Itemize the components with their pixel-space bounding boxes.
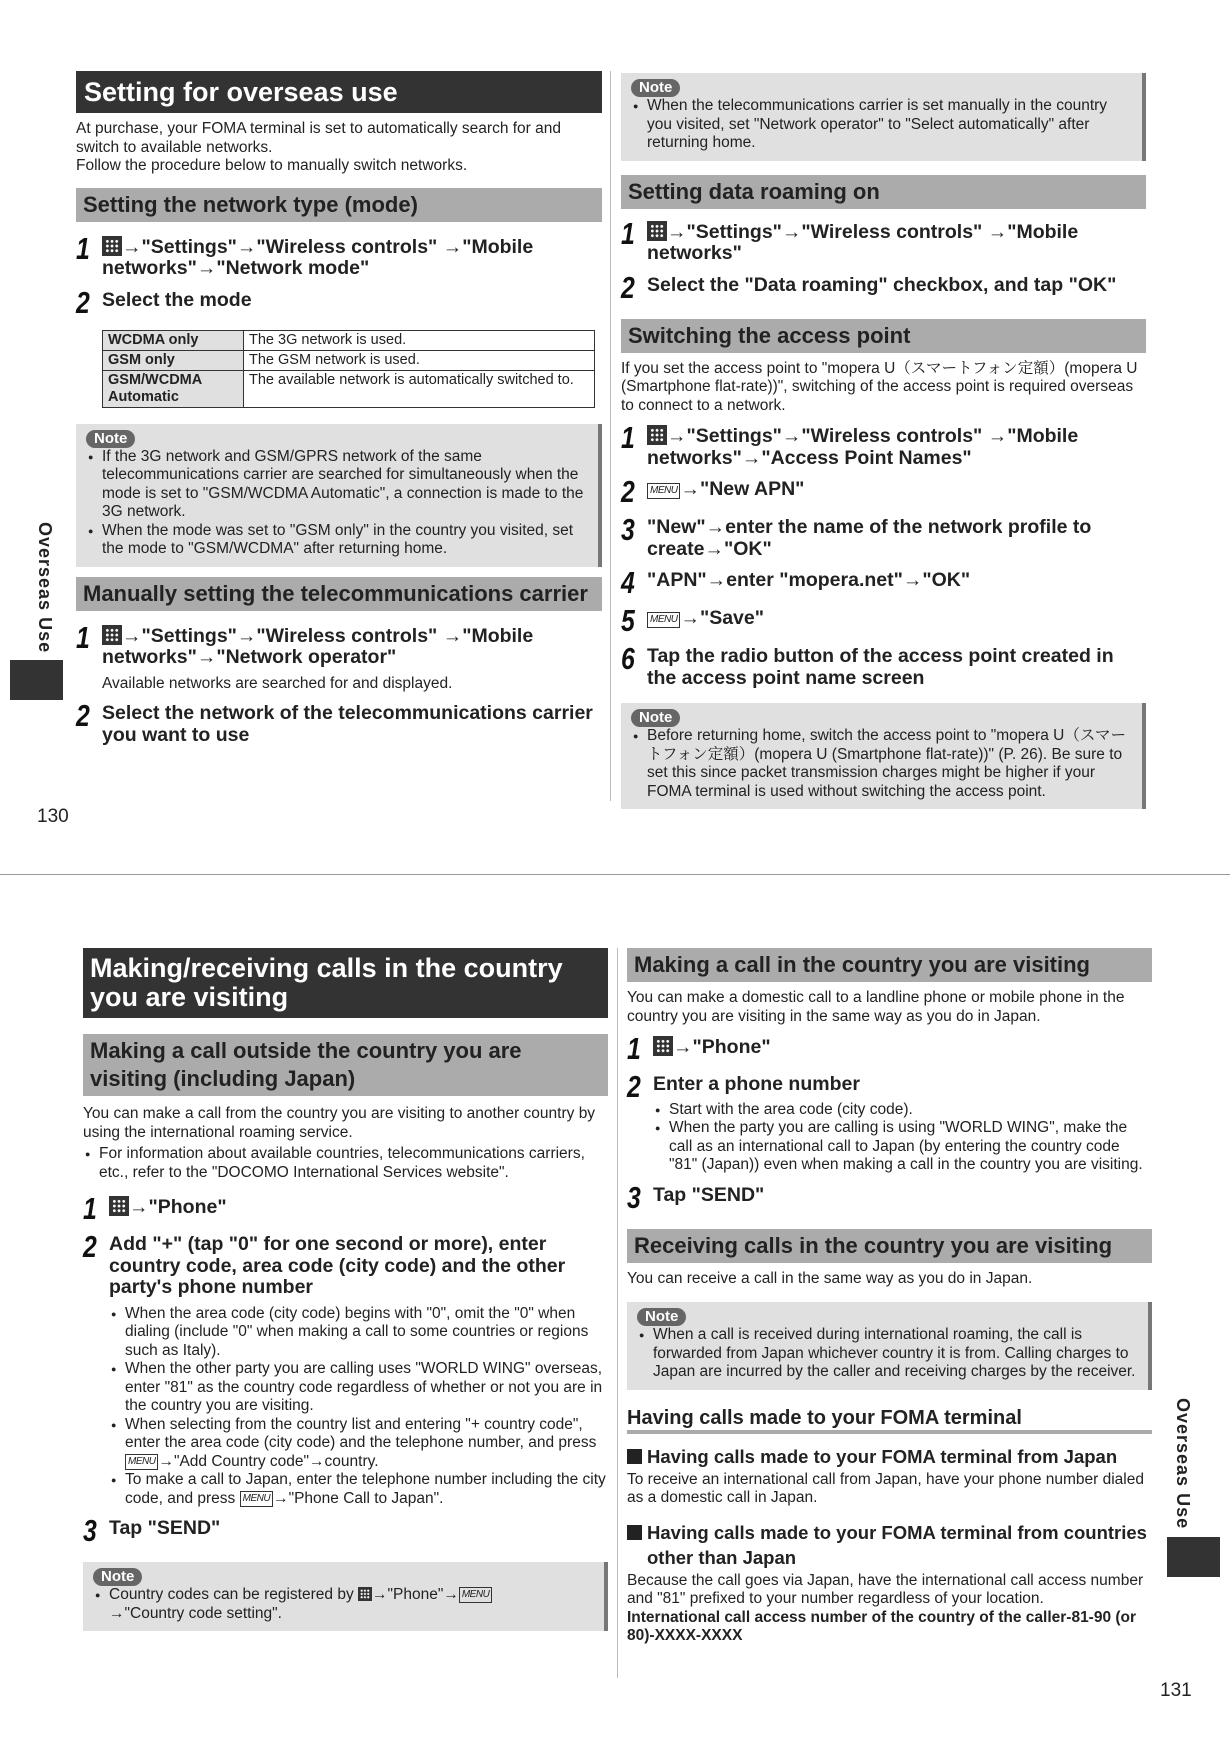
apps-icon: [109, 1196, 129, 1216]
intro-text: At purchase, your FOMA terminal is set to automatically search for and switch to available networks. Follow the procedure below to manually switch networks.: [76, 120, 562, 174]
intro-text: You can make a call from the country you are visiting to another country by using the international roaming service.: [83, 1105, 596, 1141]
step-4: 4 "APN"→enter "mopera.net"→"OK": [621, 565, 971, 600]
step-2: 2 Select the "Data roaming" checkbox, and tap "OK": [621, 269, 1117, 305]
intro-text: If you set the access point to "mopera U（スマートフォン定額）(mopera U (Smartphone flat-rate))", switching of the access point is required overseas to connect to a network.: [621, 359, 1138, 414]
section-heading: Receiving calls in the country you are visiting: [627, 1229, 1152, 1263]
list-item: ● When the telecommunications carrier is set manually in the country you visited, set "Network operator" to "Select automatically" after returning home.: [631, 97, 1132, 153]
mode-table: [102, 330, 595, 408]
note-badge: Note: [631, 79, 680, 97]
step-1: 1 →"Settings"→"Wireless controls" →"Mobile networks": [621, 215, 1079, 264]
step-1: 1 →"Phone": [627, 1031, 771, 1066]
topic-heading: Having calls made to your FOMA terminal from countries other than Japan: [627, 1520, 1152, 1570]
menu-key-icon: MENU: [125, 1454, 158, 1470]
step-2: 2 Select the mode: [76, 284, 252, 320]
note-badge: Note: [637, 1308, 686, 1326]
list-item: ● When selecting from the country list and entering "+ country code", enter the area code (city code) and the telephone number, and press MENU →"Add Country code"→country.: [109, 1416, 608, 1472]
list-item: ● When the area code (city code) begins with "0", omit the "0" when dialing (include "0" when making a call to some countries or regions such as Italy).: [109, 1305, 608, 1361]
body-text-bold: International call access number of the country of the caller-81-90 (or 80)-XXXX-XXXX: [627, 1608, 1137, 1644]
page-number: 131: [1160, 1680, 1192, 1701]
side-tab-label: Overseas Use: [1173, 1398, 1193, 1530]
section-heading: Manually setting the telecommunications carrier: [76, 577, 602, 611]
side-tab-label: Overseas Use: [35, 522, 55, 654]
page130-right-column: [621, 73, 1146, 809]
note-badge: Note: [93, 1568, 142, 1586]
note-badge: Note: [86, 430, 135, 448]
step-2: 2 MENU →"New APN": [621, 474, 805, 509]
list-item: ● When the party you are calling is using "WORLD WING", make the call as an international call to Japan (by entering the country code "81" (Japan)) even when making a call in the country you are visiting.: [653, 1119, 1152, 1175]
section-heading: Switching the access point: [621, 319, 1146, 353]
step-3: 3 "New"→enter the name of the network profile to create→"OK": [621, 512, 1092, 560]
apps-icon: [102, 625, 122, 645]
step-1: 1 →"Settings"→"Wireless controls" →"Mobile networks"→"Network operator" Available networks are searched for and displayed.: [76, 619, 534, 692]
page131-right-column: [627, 948, 1152, 1646]
menu-key-icon: MENU: [240, 1491, 273, 1507]
page-title: Making/receiving calls in the country you are visiting: [83, 948, 608, 1018]
note-box: [621, 73, 1146, 161]
menu-key-icon: MENU: [459, 1587, 492, 1603]
section-heading: Making a call in the country you are visiting: [627, 948, 1152, 982]
note-badge: Note: [631, 709, 680, 727]
list-item: ● To make a call to Japan, enter the telephone number including the city code, and press MENU →"Phone Call to Japan".: [109, 1471, 608, 1508]
page131-left-column: [83, 948, 608, 1631]
menu-key-icon: MENU: [647, 483, 680, 499]
list-item: ● Before returning home, switch the access point to "mopera U（スマートフォン定額）(mopera U (Smartphone flat-rate))" (P. 26). Be sure to set this since packet transmission charges might be higher if your FOMA terminal is used without switching the access point.: [631, 727, 1132, 801]
apps-icon: [102, 236, 122, 256]
subsection-heading: Having calls made to your FOMA terminal: [627, 1406, 1152, 1434]
note-box: [83, 1562, 608, 1631]
apps-icon: [358, 1587, 372, 1601]
list-item: ● For information about available countries, telecommunications carriers, etc., refer to the "DOCOMO International Services website".: [83, 1145, 608, 1182]
page130-left-column: [76, 71, 602, 746]
note-box: [76, 424, 602, 567]
body-text: Because the call goes via Japan, have the international call access number and "81" prefixed to your number regardless of your location.: [627, 1571, 1144, 1607]
step-3: 3 Tap "SEND": [627, 1179, 765, 1215]
step-1: 1 →"Phone": [83, 1191, 227, 1226]
apps-icon: [647, 221, 667, 241]
body-text: To receive an international call from Japan, have your phone number dialed as a domestic call in Japan.: [627, 1470, 1144, 1506]
step-1: 1 →"Settings"→"Wireless controls" →"Mobile networks"→"Network mode": [76, 230, 534, 279]
topic-heading: Having calls made to your FOMA terminal from Japan: [627, 1444, 1152, 1469]
intro-text: You can make a domestic call to a landline phone or mobile phone in the country you are visiting in the same way as you do in Japan.: [627, 989, 1125, 1025]
list-item: ● Country codes can be registered by →"Phone"→ MENU →"Country code setting".: [93, 1586, 594, 1623]
list-item: ● When a call is received during international roaming, the call is forwarded from Japan whichever country it is from. Calling charges to Japan are incurred by the caller and receiving charges by the receiver.: [637, 1326, 1138, 1382]
apps-icon: [647, 425, 667, 445]
step-5: 5 MENU →"Save": [621, 603, 764, 638]
section-heading: Setting data roaming on: [621, 175, 1146, 209]
page-131: [0, 880, 1230, 1751]
side-tab-block: [10, 660, 63, 700]
column-divider: [610, 71, 611, 801]
table-row: WCDMA only The 3G network is used.: [103, 330, 595, 350]
page-separator: [0, 874, 1230, 875]
apps-icon: [653, 1036, 673, 1056]
list-item: ● When the mode was set to "GSM only" in the country you visited, set the mode to "GSM/WCDMA" after returning home.: [86, 522, 588, 559]
page-number: 130: [37, 806, 69, 827]
section-heading: Setting the network type (mode): [76, 188, 602, 222]
side-tab-block: [1167, 1537, 1220, 1577]
page-130: [0, 0, 1230, 860]
table-row: GSM only The GSM network is used.: [103, 350, 595, 370]
step-3: 3 Tap "SEND": [83, 1513, 221, 1548]
list-item: ● If the 3G network and GSM/GPRS network of the same telecommunications carrier are searched for simultaneously when the mode is set to "GSM/WCDMA Automatic", a connection is made to the 3G network.: [86, 448, 588, 522]
column-divider: [617, 948, 618, 1678]
list-item: ● When the other party you are calling uses "WORLD WING" overseas, enter "81" as the country code regardless of whether or not you are in the country you are visiting.: [109, 1360, 608, 1416]
section-heading: Making a call outside the country you are visiting (including Japan): [83, 1034, 608, 1096]
note-box: [621, 703, 1146, 809]
step-1: 1 →"Settings"→"Wireless controls" →"Mobile networks"→"Access Point Names": [621, 420, 1079, 469]
menu-key-icon: MENU: [647, 612, 680, 628]
list-item: ● Start with the area code (city code).: [653, 1101, 1152, 1120]
step-2: 2 Enter a phone number ● Start with the area code (city code). ● When the party you are calling is using "WORLD WING", make the call as an international call to Japan (by entering the country code "81" (Japan)) even when making a call in the country you are visiting.: [627, 1072, 1152, 1175]
table-row: GSM/WCDMA Automatic The available network is automatically switched to.: [103, 370, 595, 407]
note-box: [627, 1302, 1152, 1390]
step-2: 2 Add "+" (tap "0" for one second or more), enter country code, area code (city code) and the other party's phone number ● When the area code (city code) begins with "0", omit the "0" when dialing (include "0" when making a call to some countries or regions such as Italy). ● When the other party you are calling uses "WORLD WING" overseas, enter "81" as the country code regardless of whether or not you are in the country you are visiting. ● When selecting from the country list and entering "+ country code", enter the area code (city code) and the telephone number, and press MENU →"Add Country code"→country. ● To make a call to Japan, enter the telephone number including the city code, and press MENU →"Phone Call to Japan".: [83, 1232, 608, 1508]
intro-text: You can receive a call in the same way as you do in Japan.: [627, 1269, 1033, 1287]
step-6: 6 Tap the radio button of the access point created in the access point name screen: [621, 641, 1114, 689]
step-2: 2 Select the network of the telecommunications carrier you want to use: [76, 698, 593, 746]
page-title: Setting for overseas use: [76, 71, 602, 113]
